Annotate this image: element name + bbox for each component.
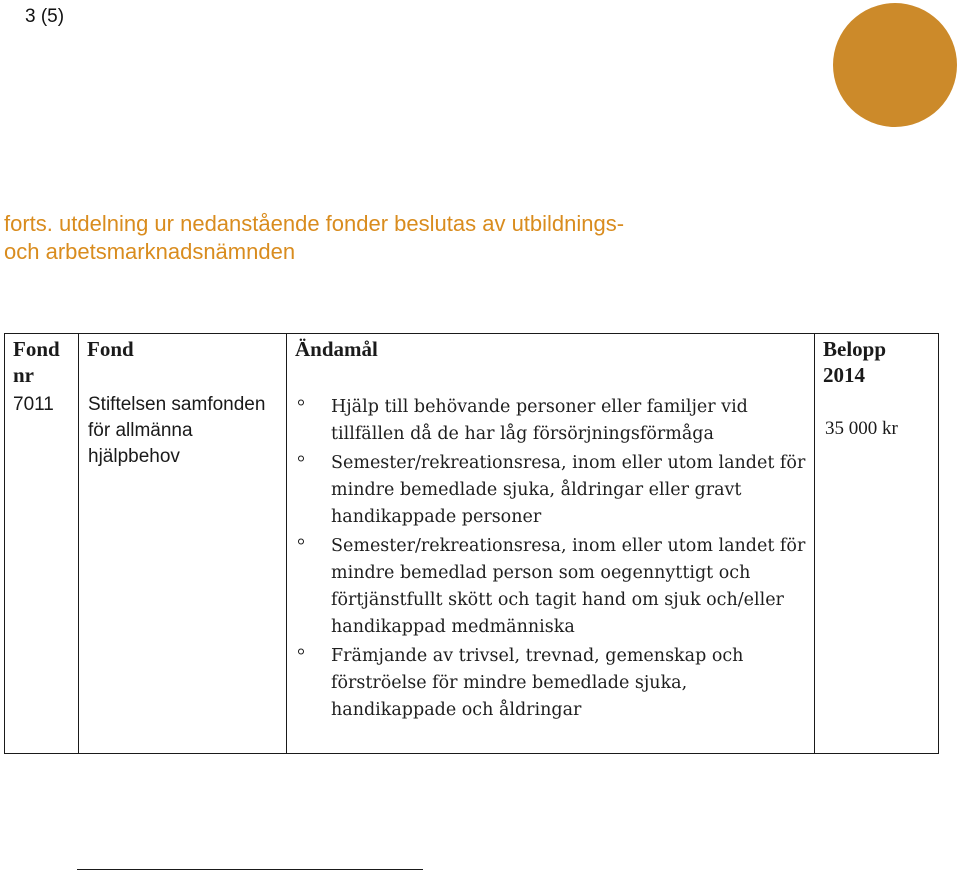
header-belopp-label: Belopp (823, 337, 887, 361)
signature-line (77, 869, 423, 870)
purpose-list (287, 394, 814, 724)
table-header-row (5, 334, 939, 393)
degree-bullet-icon: ° (297, 645, 305, 667)
purpose-item (287, 533, 814, 641)
table-row (5, 392, 939, 754)
purpose-text: Hjälp till behövande personer eller familjer vid tillfällen då de har låg försörjningsförmåga (331, 397, 748, 444)
cell-fond-name: Stiftelsen samfonden för allmänna hjälpbehov (79, 392, 287, 754)
purpose-text: Semester/rekreationsresa, inom eller utom landet för mindre bemedlade sjuka, åldringar eller gravt handikappade personer (331, 453, 806, 527)
degree-bullet-icon: ° (297, 396, 305, 418)
cell-andamal (287, 392, 815, 754)
header-belopp (815, 334, 939, 393)
header-fond-nr: Fond nr (5, 334, 79, 393)
cell-belopp: 35 000 kr (815, 392, 939, 754)
purpose-item (287, 450, 814, 531)
degree-bullet-icon: ° (297, 452, 305, 474)
purpose-text: Främjande av trivsel, trevnad, gemenskap och förströelse för mindre bemedlade sjuka, handikappade och åldringar (331, 646, 744, 720)
cell-fond-nr: 7011 (5, 392, 79, 754)
header-andamal: Ändamål (287, 334, 815, 393)
purpose-item (287, 643, 814, 724)
section-heading: forts. utdelning ur nedanstående fonder beslutas av utbildnings- och arbetsmarknadsnämnden (4, 211, 625, 264)
header-belopp-year: 2014 (823, 363, 865, 387)
header-fond: Fond (79, 334, 287, 393)
logo-circle (833, 3, 957, 127)
fund-table (4, 333, 939, 754)
page-number: 3 (5) (25, 6, 65, 27)
purpose-text: Semester/rekreationsresa, inom eller utom landet för mindre bemedlad person som oegennyttigt och förtjänstfullt skött och tagit hand om sjuk och/eller handikappad medmänniska (331, 536, 806, 637)
purpose-item (287, 394, 814, 448)
degree-bullet-icon: ° (297, 535, 305, 557)
